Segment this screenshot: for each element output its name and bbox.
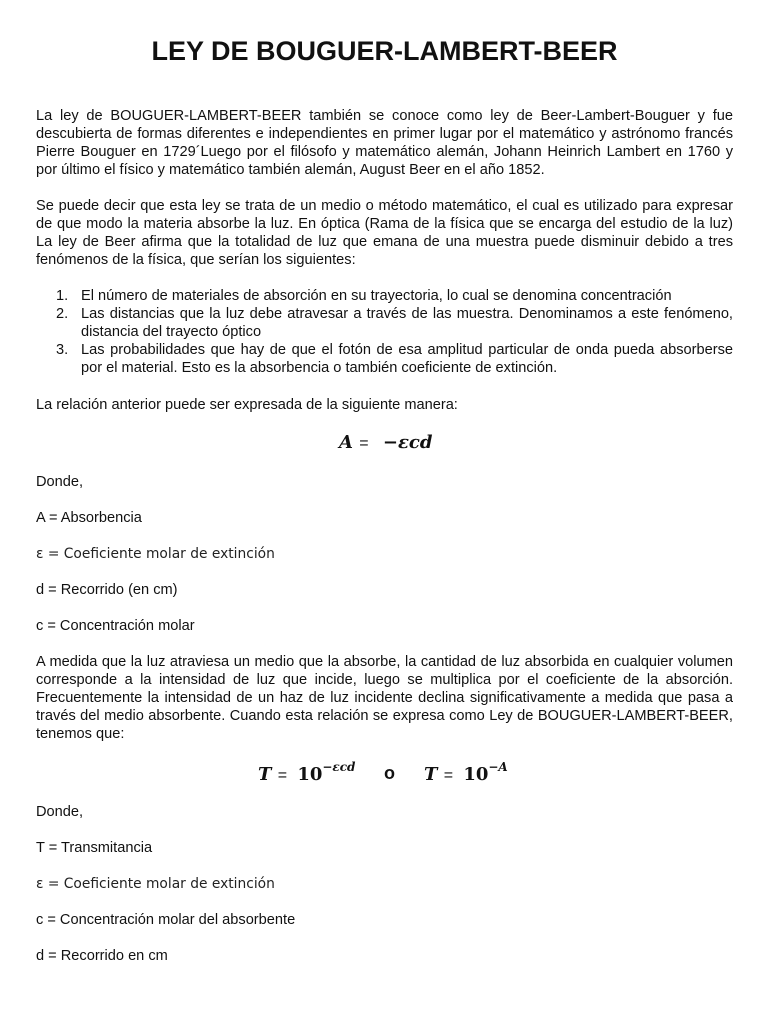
formula-rhs: −εcd — [382, 432, 433, 453]
page-title: LEY DE BOUGUER-LAMBERT-BEER — [151, 36, 618, 66]
list-item — [36, 305, 733, 341]
definition-concentration-2: c = Concentración molar del absorbente — [36, 912, 296, 928]
definition-distance: d = Recorrido (en cm) — [36, 582, 178, 598]
definition-transmittance: T = Transmitancia — [36, 840, 153, 856]
definition-distance-2: d = Recorrido en cm — [36, 948, 168, 964]
definition-epsilon-2: ε = Coeficiente molar de extinción — [36, 876, 275, 892]
list-item-number: 2. — [56, 306, 69, 322]
definition-concentration: c = Concentración molar — [36, 618, 195, 634]
list-item-text: Las distancias que la luz debe atravesar a través de las muestra. Denominamos a este fenómeno, distancia del trayecto óptico — [81, 306, 733, 340]
formula-lhs: A — [339, 432, 353, 453]
formula-transmittance-2 — [424, 762, 508, 785]
definition-absorbance: A = Absorbencia — [36, 510, 142, 526]
paragraph-relation: La relación anterior puede ser expresada de la siguiente manera: — [36, 397, 458, 413]
paragraph-intro: La ley de BOUGUER-LAMBERT-BEER también se conoce como ley de Beer-Lambert-Bouguer y fue descubierta de formas diferentes e independientes en primer lugar por el matemático y astrónomo francés Pierre Bouguer en 1729´Luego por el filósofo y matemático alemán, Johann Heinrich Lambert en 1760 y por último el físico y matemático también alemán, August Beer en el año 1852. — [36, 108, 733, 178]
formula-lhs: T — [424, 764, 438, 785]
list-item-number: 1. — [56, 288, 69, 304]
list-item-text: El número de materiales de absorción en su trayectoria, lo cual se denomina concentración — [81, 288, 672, 304]
formula-base: 10 — [463, 764, 489, 785]
paragraph-medium: A medida que la luz atraviesa un medio que la absorbe, la cantidad de luz absorbida en cualquier volumen corresponde a la intensidad de luz que incide, luego se multiplica por el coeficiente de la absorción. Frecuentemente la intensidad de un haz de luz incidente declina significativamente a medida que pasa a través del medio absorbente. Cuando esta relación se expresa como Ley de BOUGUER-LAMBERT-BEER, tenemos que: — [36, 654, 733, 742]
list-item-text: Las probabilidades que hay de que el fotón de esa amplitud particular de onda pueda absorberse por el material. Esto es la absorbencia o también coeficiente de extinción. — [81, 342, 733, 376]
formula-or: o — [384, 763, 395, 783]
paragraph-method: Se puede decir que esta ley se trata de un medio o método matemático, el cual es utilizado para expresar de que modo la materia absorbe la luz. En óptica (Rama de la física que se encarga del estudio de la luz) La ley de Beer afirma que la totalidad de luz que emana de una muestra puede disminuir debido a tres fenómenos de la física, que serían los siguientes: — [36, 198, 733, 268]
formula-equals: = — [359, 435, 369, 452]
formula-base: 10 — [297, 764, 323, 785]
phenomena-list — [36, 287, 733, 377]
list-item-number: 3. — [56, 342, 69, 358]
formula-transmittance-1 — [258, 762, 355, 785]
list-item — [36, 287, 733, 305]
formula-lhs: T — [258, 764, 272, 785]
definitions-heading-2: Donde, — [36, 804, 84, 820]
formula-exponent: −εcd — [322, 760, 356, 774]
formula-exponent: −A — [488, 760, 508, 774]
list-item — [36, 341, 733, 377]
definitions-heading: Donde, — [36, 474, 84, 490]
formula-equals: = — [443, 767, 454, 784]
formula-absorbance — [339, 432, 432, 453]
formula-equals: = — [277, 767, 288, 784]
definition-epsilon: ε = Coeficiente molar de extinción — [36, 546, 275, 562]
